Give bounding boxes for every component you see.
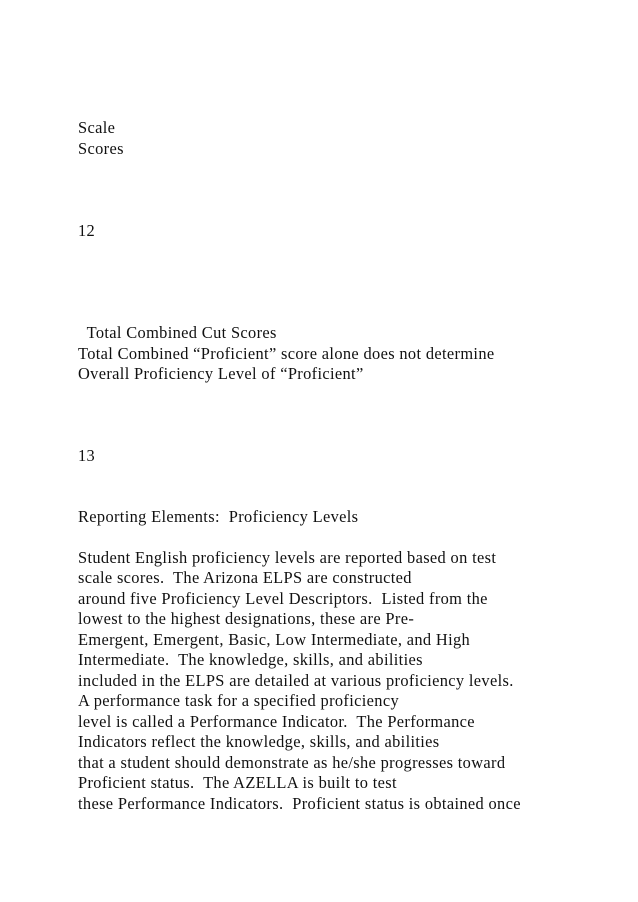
body-paragraph-line: lowest to the highest designations, these are Pre- — [78, 609, 415, 628]
slide-number-12: 12 — [78, 221, 96, 240]
body-paragraph-line: included in the ELPS are detailed at various proficiency levels. — [78, 671, 514, 690]
reporting-elements-heading: Reporting Elements: Proficiency Levels — [78, 507, 359, 526]
cut-scores-heading: Total Combined Cut Scores — [78, 323, 277, 342]
body-paragraph-line: Proficient status. The AZELLA is built to test — [78, 773, 397, 792]
body-paragraph-line: A performance task for a specified proficiency — [78, 691, 400, 710]
body-paragraph-line: that a student should demonstrate as he/she progresses toward — [78, 753, 506, 772]
cut-scores-note-line-2: Overall Proficiency Level of “Proficient” — [78, 364, 364, 383]
body-paragraph-line: Indicators reflect the knowledge, skills, and abilities — [78, 732, 440, 751]
cut-scores-note-line-1: Total Combined “Proficient” score alone does not determine — [78, 344, 495, 363]
scale-scores-line-2: Scores — [78, 139, 124, 158]
body-paragraph-line: Emergent, Emergent, Basic, Low Intermediate, and High — [78, 630, 471, 649]
body-paragraph-line: around five Proficiency Level Descriptors. Listed from the — [78, 589, 488, 608]
body-paragraph-line: Intermediate. The knowledge, skills, and abilities — [78, 650, 423, 669]
scale-scores-line-1: Scale — [78, 118, 116, 137]
body-paragraph-line: these Performance Indicators. Proficient status is obtained once — [78, 794, 521, 813]
body-paragraph-line: scale scores. The Arizona ELPS are constructed — [78, 568, 412, 587]
body-paragraph-line: Student English proficiency levels are reported based on test — [78, 548, 497, 567]
slide-number-13: 13 — [78, 446, 96, 465]
body-paragraph-line: level is called a Performance Indicator. The Performance — [78, 712, 475, 731]
